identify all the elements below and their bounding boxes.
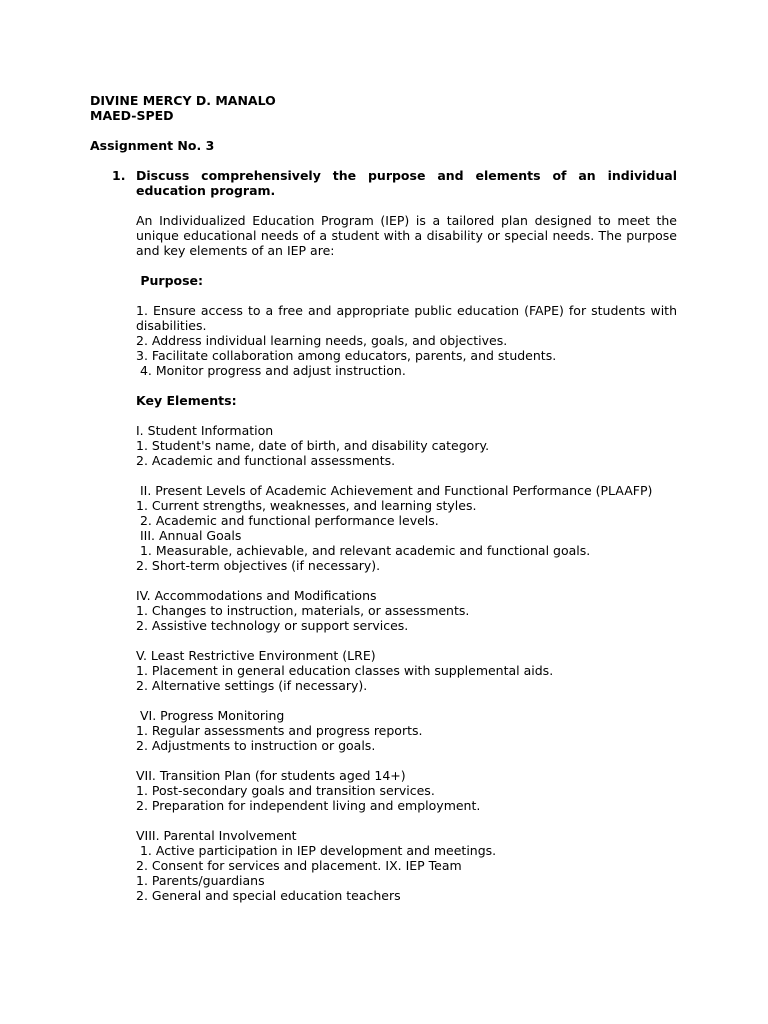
element-line: III. Annual Goals <box>136 528 242 543</box>
element-line: 2. Preparation for independent living and employment. <box>136 798 481 813</box>
element-line: 1. Post-secondary goals and transition services. <box>136 783 435 798</box>
purpose-item: 2. Address individual learning needs, goals, and objectives. <box>136 333 508 348</box>
element-line: 1. Changes to instruction, materials, or assessments. <box>136 603 470 618</box>
element-line: 1. Placement in general education classes with supplemental aids. <box>136 663 554 678</box>
element-line: 2. Adjustments to instruction or goals. <box>136 738 376 753</box>
question-number: 1. <box>112 168 126 183</box>
element-line: 2. Consent for services and placement. IX. IEP Team <box>136 858 462 873</box>
purpose-heading: Purpose: <box>136 273 204 288</box>
purpose-item: 1. Ensure access to a free and appropriate public education (FAPE) for students with disabilities. <box>136 303 677 333</box>
element-line: I. Student Information <box>136 423 274 438</box>
element-line: 2. Alternative settings (if necessary). <box>136 678 368 693</box>
element-line: VII. Transition Plan (for students aged 14+) <box>136 768 406 783</box>
element-line: 1. Active participation in IEP development and meetings. <box>136 843 497 858</box>
element-line: 1. Regular assessments and progress reports. <box>136 723 423 738</box>
element-line: 2. Academic and functional assessments. <box>136 453 396 468</box>
element-line: 2. Short-term objectives (if necessary). <box>136 558 381 573</box>
element-line: 2. General and special education teachers <box>136 888 401 903</box>
element-line: VIII. Parental Involvement <box>136 828 297 843</box>
element-line: II. Present Levels of Academic Achievement and Functional Performance (PLAAFP) <box>136 483 653 498</box>
element-line: 1. Student's name, date of birth, and disability category. <box>136 438 490 453</box>
author-name: DIVINE MERCY D. MANALO <box>90 93 276 108</box>
program-label: MAED-SPED <box>90 108 174 123</box>
purpose-item: 3. Facilitate collaboration among educators, parents, and students. <box>136 348 557 363</box>
element-line: VI. Progress Monitoring <box>136 708 285 723</box>
assignment-title: Assignment No. 3 <box>90 138 215 153</box>
key-elements-heading: Key Elements: <box>136 393 237 408</box>
question-text: Discuss comprehensively the purpose and elements of an individual education program. <box>136 168 677 198</box>
element-line: 1. Parents/guardians <box>136 873 265 888</box>
element-line: 1. Measurable, achievable, and relevant academic and functional goals. <box>136 543 591 558</box>
document-body <box>136 273 696 903</box>
element-line: V. Least Restrictive Environment (LRE) <box>136 648 376 663</box>
element-line: 2. Assistive technology or support services. <box>136 618 409 633</box>
element-line: 2. Academic and functional performance levels. <box>136 513 439 528</box>
element-line: IV. Accommodations and Modifications <box>136 588 377 603</box>
element-line: 1. Current strengths, weaknesses, and learning styles. <box>136 498 477 513</box>
intro-paragraph: An Individualized Education Program (IEP) is a tailored plan designed to meet the unique educational needs of a student with a disability or special needs. The purpose and key elements of an IEP are: <box>136 213 677 258</box>
purpose-item: 4. Monitor progress and adjust instruction. <box>136 363 406 378</box>
